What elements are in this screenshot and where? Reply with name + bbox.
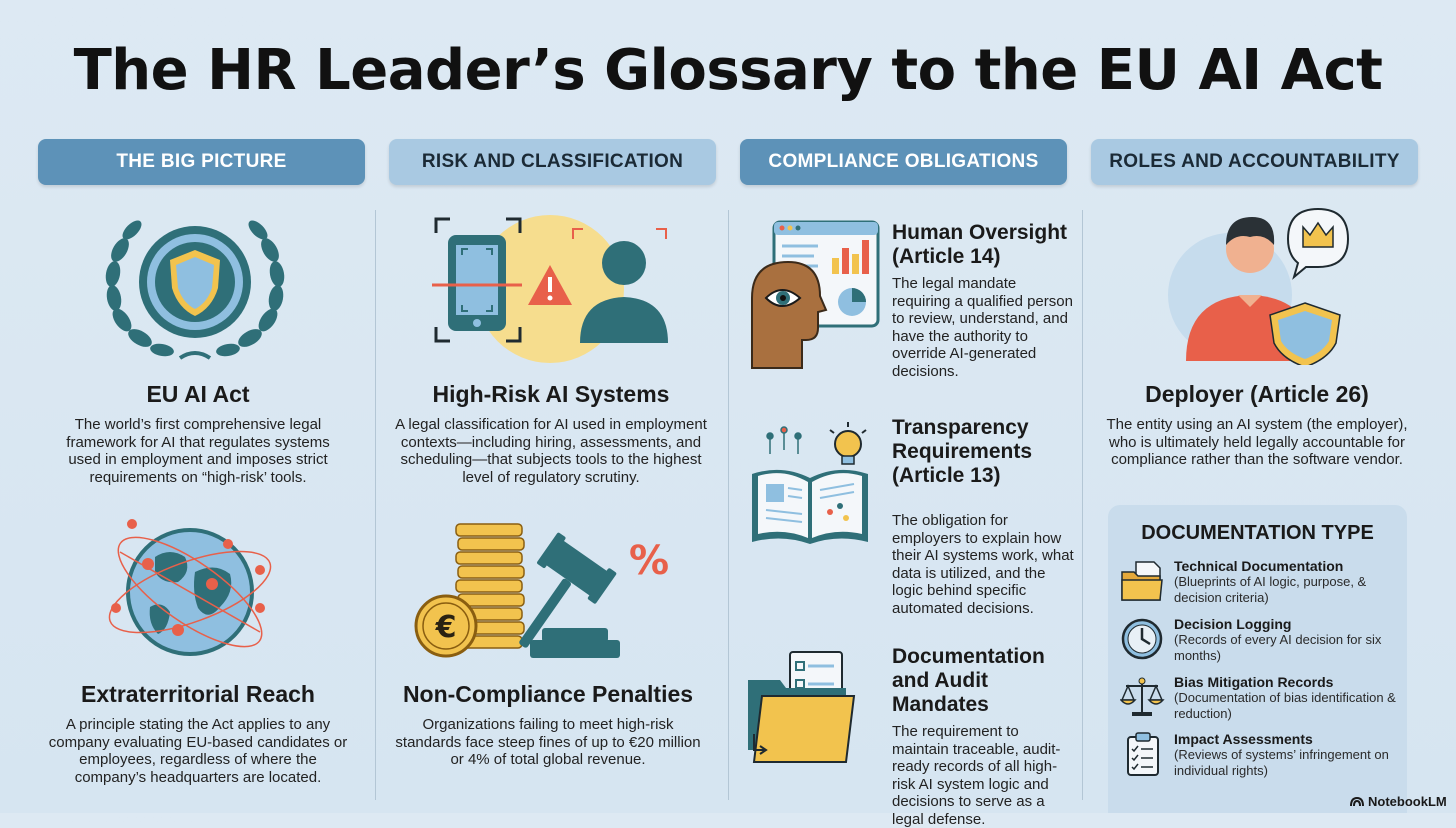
term-description: The requirement to maintain traceable, audit-ready records of all high-risk AI system logic and decisions to serve as a legal defense. <box>892 723 1061 828</box>
term-deployer <box>1106 381 1408 469</box>
notebooklm-logo-icon <box>1350 796 1364 807</box>
column-divider <box>1082 210 1083 800</box>
column-header-risk: RISK AND CLASSIFICATION <box>389 139 716 185</box>
doc-item-technical-documentation <box>1120 558 1405 614</box>
coins-gavel-icon <box>412 518 687 663</box>
term-title: Non-Compliance Penalties <box>402 681 694 707</box>
doc-item-name: Impact Assessments <box>1174 731 1313 747</box>
doc-item-decision-logging <box>1120 616 1405 672</box>
term-title: Extraterritorial Reach <box>81 681 315 707</box>
open-book-idea-icon <box>748 418 873 548</box>
human-oversight-icon <box>748 218 880 373</box>
brand-name: NotebookLM <box>1368 794 1447 809</box>
term-title: Documentation and Audit Mandates <box>892 645 1045 716</box>
term-transparency-requirements <box>892 416 1077 617</box>
term-extraterritorial-reach <box>48 681 348 786</box>
euro-symbol: € <box>435 610 457 645</box>
documentation-type-panel <box>1108 505 1407 813</box>
term-description: A principle stating the Act applies to any company evaluating EU-based candidates or employees, regardless of where the company’s headquarters are located. <box>48 716 348 786</box>
notebooklm-brand <box>1350 794 1447 809</box>
doc-item-impact-assessments <box>1120 731 1405 787</box>
term-description: A legal classification for AI used in employment contexts—including hiring, assessments, and scheduling—that subjects tools to the highest level of regulatory scrutiny. <box>395 416 707 486</box>
doc-item-description: (Blueprints of AI logic, purpose, & decision criteria) <box>1174 574 1367 605</box>
laurel-shield-icon <box>100 210 290 370</box>
term-title: EU AI Act <box>146 381 250 407</box>
doc-item-name: Technical Documentation <box>1174 558 1344 574</box>
term-description: The obligation for employers to explain how their AI systems work, what data is utilized, and the logic behind specific automated decisions. <box>892 512 1074 617</box>
doc-item-description: (Reviews of systems’ infringement on individual rights) <box>1174 747 1389 778</box>
term-description: The world’s first comprehensive legal framework for AI that regulates systems used in employment and imposes strict requirements on “high-risk’ tools. <box>66 416 330 486</box>
term-non-compliance-penalties <box>393 681 703 769</box>
term-human-oversight <box>892 221 1077 380</box>
doc-item-name: Decision Logging <box>1174 616 1292 632</box>
globe-network-icon <box>100 512 280 662</box>
percent-symbol: % <box>628 538 670 584</box>
term-description: The legal mandate requiring a qualified person to review, understand, and have the authority to override AI-generated decisions. <box>892 275 1073 380</box>
doc-item-name: Bias Mitigation Records <box>1174 674 1334 690</box>
column-header-compliance: COMPLIANCE OBLIGATIONS <box>740 139 1067 185</box>
term-high-risk-ai-systems <box>393 381 709 486</box>
column-header-roles: ROLES AND ACCOUNTABILITY <box>1091 139 1418 185</box>
term-eu-ai-act <box>48 381 348 486</box>
term-title: Transparency Requirements (Article 13) <box>892 416 1033 487</box>
column-divider <box>375 210 376 800</box>
doc-item-description: (Documentation of bias identification & reduction) <box>1174 690 1396 721</box>
term-description: The entity using an AI system (the employer), who is ultimately held legally accountable for compliance rather than the software vendor. <box>1106 416 1408 468</box>
documentation-type-title: DOCUMENTATION TYPE <box>1141 522 1374 544</box>
term-title: High-Risk AI Systems <box>432 381 670 407</box>
documents-folder-icon <box>746 650 868 770</box>
term-description: Organizations failing to meet high-risk standards face steep fines of up to €20 million or 4% of total global revenue. <box>395 716 701 768</box>
doc-item-description: (Records of every AI decision for six months) <box>1174 632 1382 663</box>
term-title: Deployer (Article 26) <box>1145 381 1369 407</box>
page-title: The HR Leader’s Glossary to the EU AI Act <box>73 38 1383 103</box>
column-divider <box>728 210 729 800</box>
high-risk-scan-icon <box>430 213 675 363</box>
clipboard-icon <box>1120 731 1166 777</box>
deployer-person-icon <box>1160 205 1360 365</box>
term-documentation-audit <box>892 645 1077 828</box>
scales-icon <box>1120 674 1166 720</box>
column-header-big-picture: THE BIG PICTURE <box>38 139 365 185</box>
folder-icon <box>1120 558 1166 604</box>
term-title: Human Oversight (Article 14) <box>892 221 1068 268</box>
doc-item-bias-mitigation <box>1120 674 1405 730</box>
clock-icon <box>1120 616 1166 662</box>
